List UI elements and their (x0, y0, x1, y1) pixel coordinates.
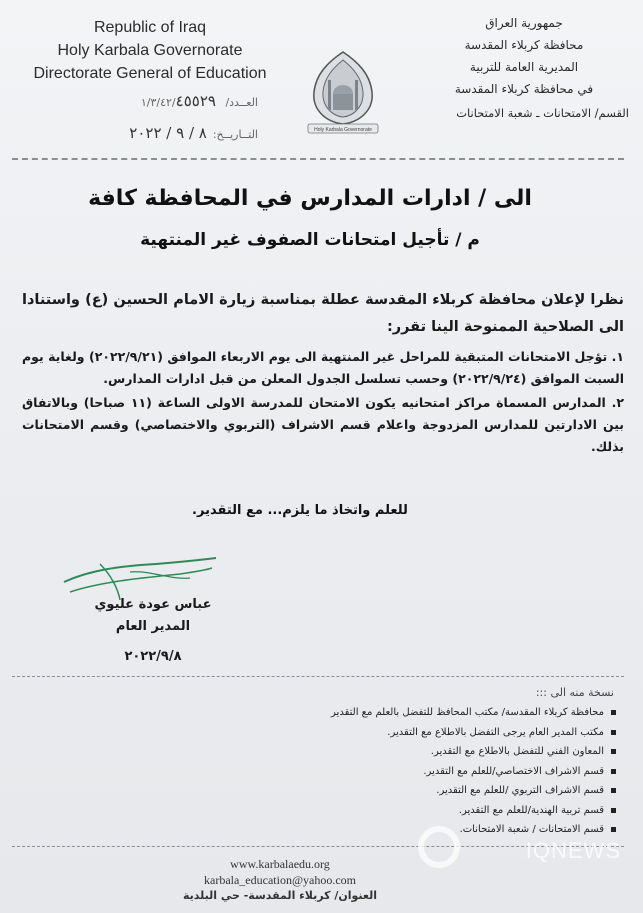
footer-address: العنوان/ كربلاء المقدسة- حي البلدية (182, 889, 378, 902)
arabic-header-line-1: جمهورية العراق (485, 16, 563, 30)
copies-divider (12, 676, 624, 677)
footer (170, 856, 390, 904)
english-header-line-1: Republic of Iraq (93, 19, 207, 36)
intro-paragraph: نظرا لإعلان محافظة كربلاء المقدسة عطلة بمناسبة زيارة الامام الحسين (ع) واستنادا الى الصلاحية الممنوحة الينا تقرر: (22, 292, 624, 335)
footer-website: www.karbalaedu.org (230, 857, 330, 871)
english-header-line-3: Directorate General of Education (33, 65, 267, 82)
closing-line: للعلم واتخاذ ما يلزم... مع التقدير. (192, 503, 408, 518)
point-two: ٢. المدارس المسماة مراكز امتحانيه يكون الامتحان للمدرسة الاولى الساعة (١١ صباحا) وبالاتفاق بين الادارتين للمدارس المزدوجة واعلام قسم الاشراف (التربوي والاختصاصي) وقسم الامتحانات بذلك. (22, 395, 624, 454)
copies-section (150, 686, 620, 840)
english-letterhead (10, 16, 290, 85)
recipient-heading: الى / ادارات المدارس في المحافظة كافة (88, 186, 532, 211)
copy-recipient: المعاون الفني للتفضل بالاطلاع مع التقدير. (150, 742, 620, 762)
logo-caption: Holy Karbala Governorate (314, 127, 372, 133)
watermark-text: IQNEWS (525, 838, 621, 863)
arabic-header-line-4: في محافظة كربلاء المقدسة (454, 82, 594, 96)
date-value: ٨ / ٩ / ٢٠٢٢ (129, 124, 207, 142)
arabic-header-line-2: محافظة كربلاء المقدسة (464, 38, 584, 52)
date-row (28, 124, 258, 142)
copies-heading: نسخة منه الى ::: (535, 686, 614, 699)
number-value: ٤٥٥٢٩ (175, 92, 216, 110)
arabic-header-line-3: المديرية العامة للتربية (469, 60, 579, 74)
reference-number-row (28, 92, 258, 110)
shrine-logo-icon (300, 50, 386, 134)
copy-recipient: محافظة كربلاء المقدسة/ مكتب المحافظ للتفضل بالعلم مع التقدير (150, 703, 620, 723)
point-one: ١. تؤجل الامتحانات المتبقية للمراحل غير المنتهية الى يوم الاربعاء الموافق (٢٠٢٢/٩/٢١) ولغاية يوم السبت الموافق (٢٠٢٢/٩/٢٤) وحسب تسلسل الجدول المعلن من قبل ادارات المدارس. (22, 349, 624, 386)
copy-recipient: مكتب المدير العام يرجى التفضل بالاطلاع مع التقدير. (150, 723, 620, 743)
copy-recipient: قسم الاشراف التربوي /للعلم مع التقدير. (150, 781, 620, 801)
signature-block (68, 594, 238, 668)
number-label: العــدد/ ١/٣/٤٢/ (140, 96, 258, 109)
header-divider (12, 158, 624, 160)
footer-email: karbala_education@yahoo.com (204, 873, 356, 887)
signatory-name: عباس عودة عليوي (94, 597, 212, 612)
signatory-position: المدير العام (115, 619, 191, 634)
watermark-circle-icon (418, 826, 460, 868)
letter-points (22, 346, 624, 460)
copies-list (150, 703, 620, 840)
copy-recipient: قسم تربية الهندية/للعلم مع التقدير. (150, 801, 620, 821)
arabic-letterhead (419, 12, 629, 124)
subject-heading: م / تأجيل امتحانات الصفوف غير المنتهية (140, 230, 480, 250)
copy-recipient: قسم الامتحانات / شعبة الامتحانات. (150, 820, 620, 840)
copy-recipient: قسم الاشراف الاختصاصي/للعلم مع التقدير. (150, 762, 620, 782)
department-line: القسم/ الامتحانات ـ شعبة الامتحانات (456, 106, 629, 120)
english-header-line-2: Holy Karbala Governorate (57, 42, 243, 59)
letter-intro (22, 287, 624, 343)
date-label: التــاريــخ: (212, 128, 258, 141)
signature-date: ٢٠٢٢/٩/٨ (124, 649, 182, 664)
